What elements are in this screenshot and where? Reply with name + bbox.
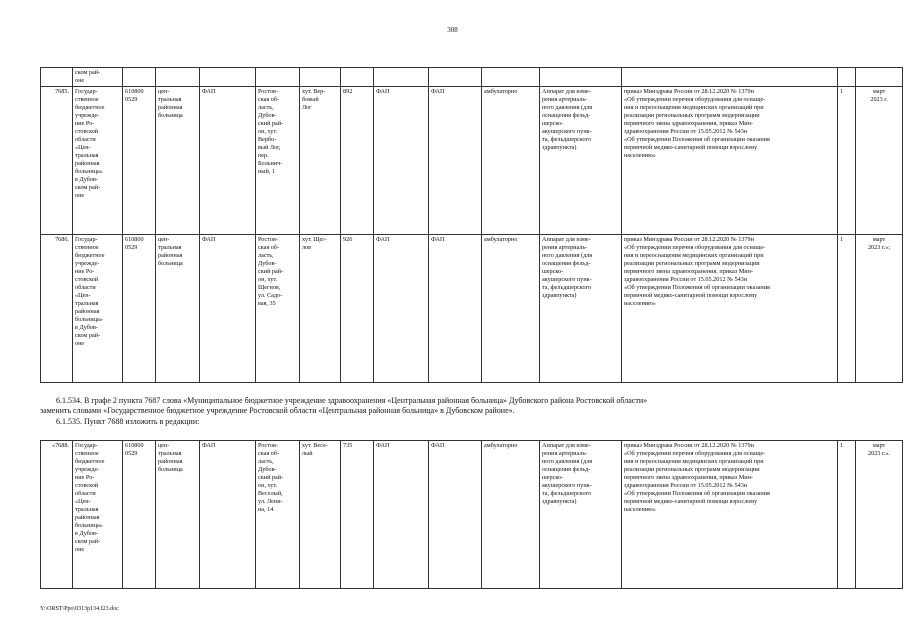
cell-empty: [856, 68, 903, 87]
cell-date: март 2023 г.»;: [856, 235, 903, 383]
cell-equipment: Аппарат для изме- рения артериаль- ного давления (для оснащения фельд- шерско- акушерского пунк- та, фельдшерского здравпункта): [540, 235, 622, 383]
cell-quantity: 1: [838, 235, 856, 383]
file-path-footer: Y:\ORST\Ppo\0313p134.f23.doc: [40, 606, 119, 612]
cell-empty: [622, 68, 838, 87]
cell-empty: [540, 68, 622, 87]
equipment-table: [40, 67, 903, 383]
amendment-paragraph-534-cont: заменить словами «Государственное бюджетное учреждение Ростовской области «Центральная районная больница» в Дубовском районе».: [40, 406, 515, 415]
cell-empty: [256, 68, 300, 87]
cell-empty: [341, 68, 374, 87]
cell-locality: хут. Щег- лов: [300, 235, 341, 383]
cell-population: 892: [341, 87, 374, 235]
cell-quantity: 1: [838, 87, 856, 235]
cell-date: март 2023 г.: [856, 87, 903, 235]
cell-quantity: 1: [838, 441, 856, 589]
cell-empty: [838, 68, 856, 87]
cell-number: «7688.: [41, 441, 73, 589]
amendment-paragraph-534: 6.1.534. В графе 2 пункта 7687 слова «Муниципальное бюджетное учреждение здравоохранения «Центральная районная больница» Дубовского района Ростовской области»: [56, 396, 648, 405]
cell-basis: приказ Минздрава России от 28.12.2020 № 1379н «Об утверждении перечня оборудования для оснаще- ния и переоснащения медицинских организаций при реализации региональных программ модернизации первичного звена здравоохранения, приказ Мин- здравоохранения России от 15.05.2012 № 543н «Об утверждении Положения об организации оказания первичной медико-санитарной помощи взрослому населению»: [622, 235, 838, 383]
amendment-paragraph-535: 6.1.535. Пункт 7688 изложить в редакции:: [56, 417, 200, 426]
cell-address: Ростов- ская об- ласть, Дубов- ский рай- он, хут. Щегнов, ул. Садо- вая, 35: [256, 235, 300, 383]
cell-type: цен- тральная районная больница: [156, 87, 200, 235]
cell-date: март 2023 г.».: [856, 441, 903, 589]
cell-empty: [300, 68, 341, 87]
page-number: 308: [447, 26, 458, 34]
cell-unit-3: ФАП: [429, 441, 482, 589]
replacement-table: [40, 440, 903, 589]
cell-unit: ФАП: [200, 87, 256, 235]
cell-locality: хут. Весе- лый: [300, 441, 341, 589]
cell-basis: приказ Минздрава России от 28.12.2020 № 1379н «Об утверждении перечня оборудования для оснаще- ния и переоснащения медицинских организаций при реализации региональных программ модернизации первичного звена здравоохранения, приказ Мин- здравоохранения России от 15.05.2012 № 543н «Об утверждении Положения об организации оказания первичной медико-санитарной помощи взрослому населению»: [622, 441, 838, 589]
cell-unit-2: ФАП: [374, 87, 429, 235]
cell-empty: [429, 68, 482, 87]
cell-population: 926: [341, 235, 374, 383]
cell-code: 610800 0529: [123, 235, 156, 383]
cell-empty: [41, 68, 73, 87]
cell-care-type: амбулаторно: [482, 87, 540, 235]
cell-org-fragment: ском рай- оне: [73, 68, 123, 87]
cell-type: цен- тральная районная больница: [156, 441, 200, 589]
table-row: [41, 235, 903, 383]
cell-empty: [123, 68, 156, 87]
cell-empty: [156, 68, 200, 87]
cell-equipment: Аппарат для изме- рения артериаль- ного давления (для оснащения фельд- шерско- акушерского пунк- та, фельдшерского здравпункта): [540, 441, 622, 589]
cell-organization: Государ- ственное бюджетное учрежде- ние Ро- стовской области «Цен- тральная районная больница» в Дубов- ском рай- оне: [73, 235, 123, 383]
cell-organization: Государ- ственное бюджетное учрежде- ние Ро- стовской области «Цен- тральная районная больница» в Дубов- ском рай- оне: [73, 87, 123, 235]
cell-unit-3: ФАП: [429, 235, 482, 383]
cell-basis: приказ Минздрава России от 28.12.2020 № 1379н «Об утверждении перечня оборудования для оснаще- ния и переоснащения медицинских организаций при реализации региональных программ модернизации первичного звена здравоохранения, приказ Мин- здравоохранения России от 15.05.2012 № 543н «Об утверждении Положения об организации оказания первичной медико-санитарной помощи взрослому населению»: [622, 87, 838, 235]
cell-number: 7686.: [41, 235, 73, 383]
table-row-continuation: [41, 68, 903, 87]
cell-unit: ФАП: [200, 235, 256, 383]
cell-locality: хут. Вер- бовый Лог: [300, 87, 341, 235]
cell-number: 7685.: [41, 87, 73, 235]
cell-care-type: амбулаторно: [482, 441, 540, 589]
cell-empty: [374, 68, 429, 87]
cell-unit: ФАП: [200, 441, 256, 589]
cell-unit-2: ФАП: [374, 441, 429, 589]
cell-code: 610800 0529: [123, 441, 156, 589]
cell-empty: [200, 68, 256, 87]
table-row: [41, 441, 903, 589]
cell-type: цен- тральная районная больница: [156, 235, 200, 383]
cell-address: Ростов- ская об- ласть, Дубов- ский рай- он, хут. Вербо- вый Лог, пер. Больнич- ный, 1: [256, 87, 300, 235]
cell-address: Ростов- ская об- ласть, Дубов- ский рай- он, хут. Веселый, ул. Лени- на, 14: [256, 441, 300, 589]
cell-unit-3: ФАП: [429, 87, 482, 235]
cell-population: 735: [341, 441, 374, 589]
cell-equipment: Аппарат для изме- рения артериаль- ного давления (для оснащения фельд- шерско- акушерского пунк- та, фельдшерского здравпункта): [540, 87, 622, 235]
cell-organization: Государ- ственное бюджетное учрежде- ние Ро- стовской области «Цен- тральная районная больница» в Дубов- ском рай- оне: [73, 441, 123, 589]
cell-care-type: амбулаторно: [482, 235, 540, 383]
cell-unit-2: ФАП: [374, 235, 429, 383]
cell-empty: [482, 68, 540, 87]
table-row: [41, 87, 903, 235]
cell-code: 610800 0529: [123, 87, 156, 235]
